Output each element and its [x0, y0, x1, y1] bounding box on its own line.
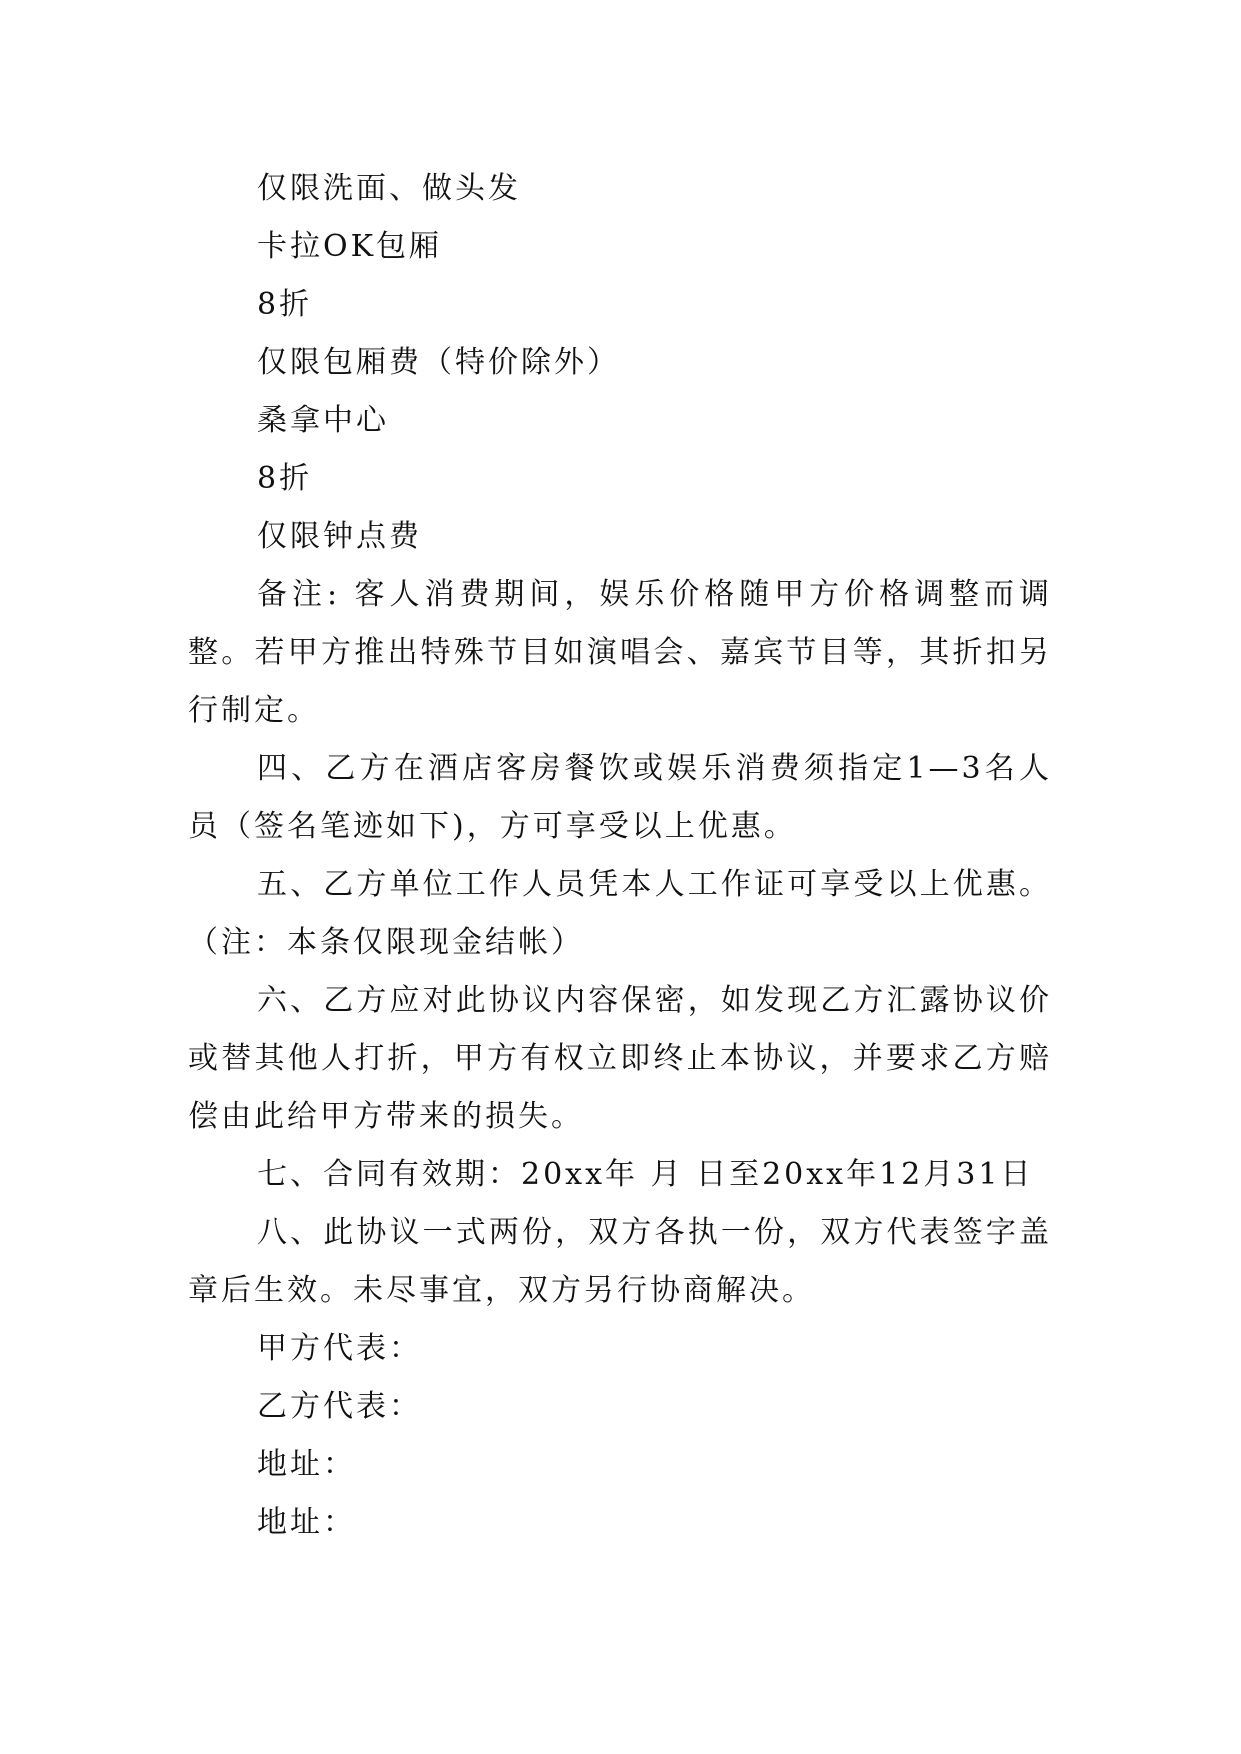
- line-discount-karaoke: 8折: [257, 287, 313, 322]
- paragraph-clause-8: 八、此协议一式两份，双方各执一份，双方代表签字盖章后生效。未尽事宜，双方另行协商解决。: [188, 1215, 1052, 1308]
- party-b-representative: 乙方代表：: [257, 1389, 422, 1424]
- party-b-address: 地址：: [257, 1505, 356, 1540]
- paragraph-clause-6: 六、乙方应对此协议内容保密，如发现乙方汇露协议价或替其他人打折，甲方有权立即终止本协议，并要求乙方赔偿由此给甲方带来的损失。: [188, 983, 1052, 1134]
- paragraph-remarks: 备注: 客人消费期间，娱乐价格随甲方价格调整而调整。若甲方推出特殊节目如演唱会、嘉宾节目等，其折扣另行制定。: [188, 577, 1052, 728]
- line-room-fee-only: 仅限包厢费（特价除外）: [257, 345, 620, 380]
- paragraph-clause-4: 四、乙方在酒店客房餐饮或娱乐消费须指定1—3名人员（签名笔迹如下)，方可享受以上优惠。: [188, 751, 1052, 844]
- party-a-representative: 甲方代表：: [257, 1331, 422, 1366]
- line-sauna-center: 桑拿中心: [257, 403, 389, 438]
- paragraph-clause-5: 五、乙方单位工作人员凭本人工作证可享受以上优惠。（注：本条仅限现金结帐）: [188, 867, 1052, 960]
- line-wash-hair: 仅限洗面、做头发: [257, 171, 521, 206]
- document-body: [188, 160, 1052, 1552]
- line-discount-sauna: 8折: [257, 461, 313, 496]
- party-a-address: 地址：: [257, 1447, 356, 1482]
- line-hourly-fee-only: 仅限钟点费: [257, 519, 422, 554]
- line-karaoke-room: 卡拉OK包厢: [257, 229, 443, 264]
- paragraph-clause-7: 七、合同有效期：20xx年 月 日至20xx年12月31日: [257, 1157, 1034, 1192]
